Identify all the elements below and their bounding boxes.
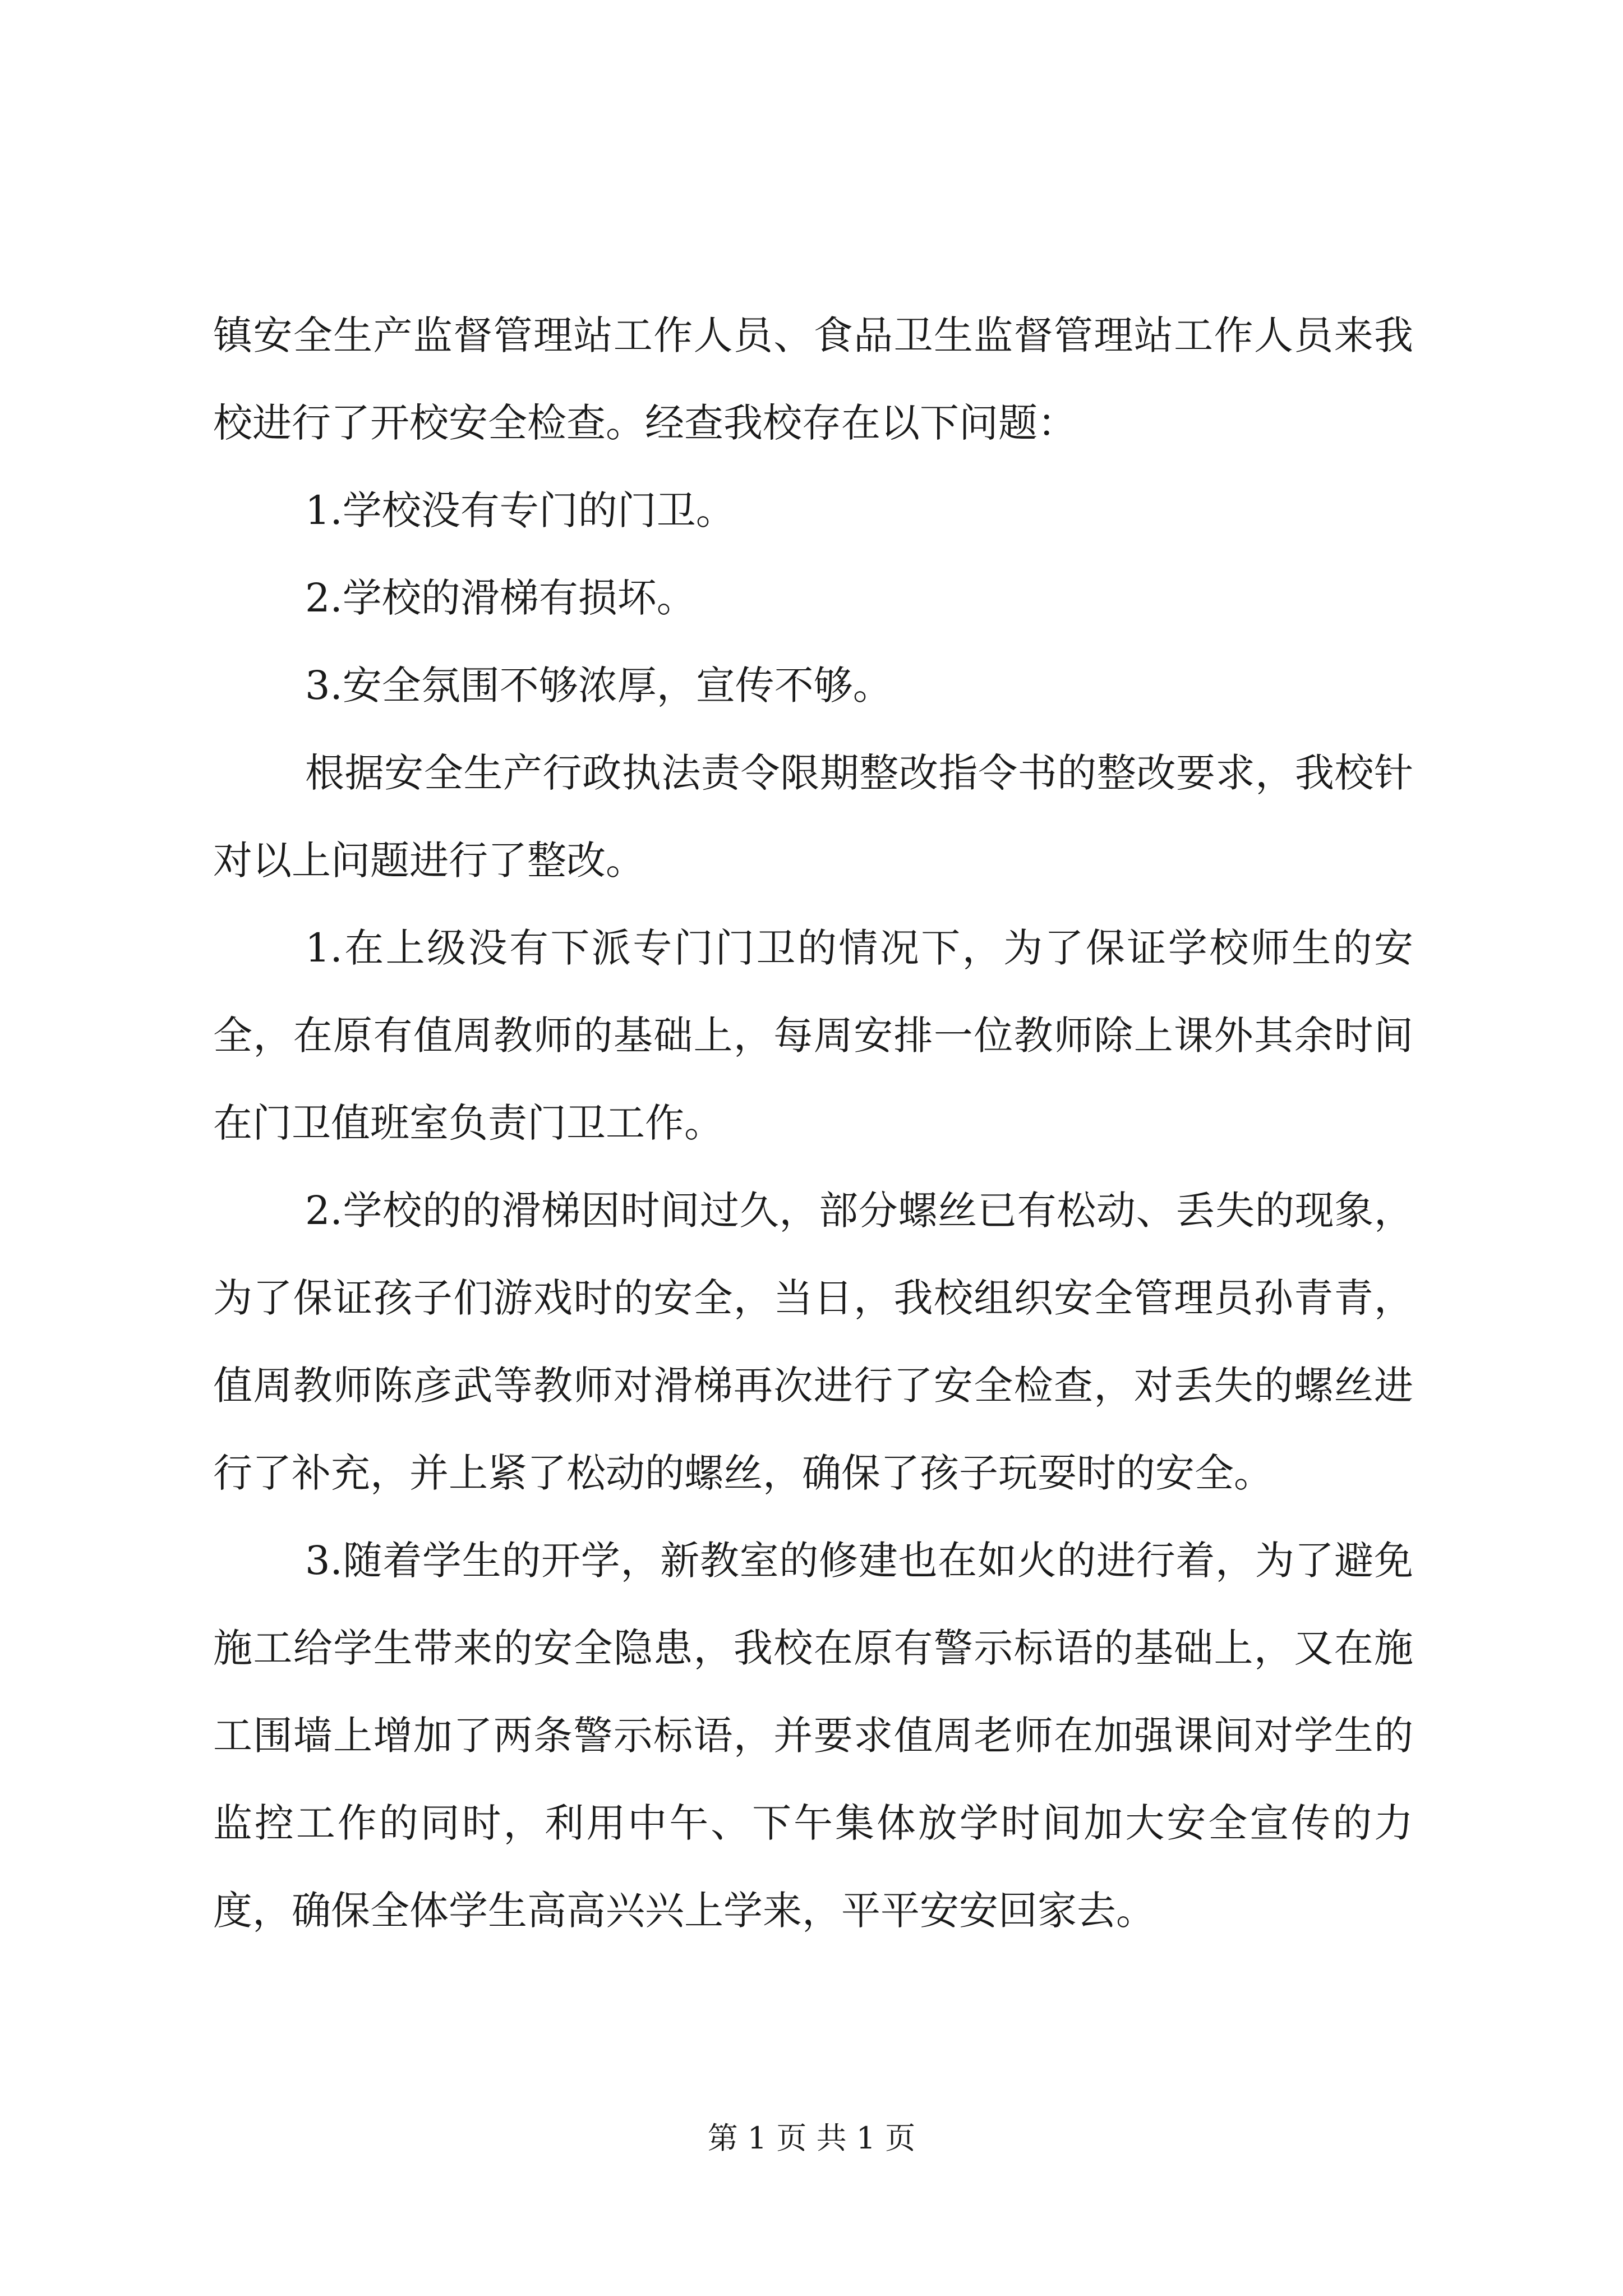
paragraph-intro: 镇安全生产监督管理站工作人员、食品卫生监督管理站工作人员来我校进行了开校安全检查。经查我校存在以下问题：	[213, 312, 1413, 446]
paragraph-issue-2: 2.学校的滑梯有损坏。	[305, 575, 696, 621]
paragraph-fix-1: 1.在上级没有下派专门门卫的情况下，为了保证学校师生的安全，在原有值周教师的基础上，每周安排一位教师除上课外其余时间在门卫值班室负责门卫工作。	[213, 925, 1413, 1146]
paragraph-issue-1: 1.学校没有专门的门卫。	[305, 487, 735, 533]
paragraph-rectification-intro: 根据安全生产行政执法责令限期整改指令书的整改要求，我校针对以上问题进行了整改。	[213, 750, 1413, 884]
document-body	[213, 292, 1413, 1954]
page-footer	[0, 2116, 1623, 2161]
paragraph-fix-3: 3.随着学生的开学，新教室的修建也在如火的进行着，为了避免施工给学生带来的安全隐患，我校在原有警示标语的基础上，又在施工围墙上增加了两条警示标语，并要求值周老师在加强课间对学生的监控工作的同时，利用中午、下午集体放学时间加大安全宣传的力度，确保全体学生高高兴兴上学来，平平安安回家去。	[213, 1538, 1413, 1934]
paragraph-issue-3: 3.安全氛围不够浓厚，宣传不够。	[305, 662, 892, 708]
page-number-label: 第 1 页 共 1 页	[707, 2120, 916, 2156]
paragraph-fix-2: 2.学校的的滑梯因时间过久，部分螺丝已有松动、丢失的现象，为了保证孩子们游戏时的安全，当日，我校组织安全管理员孙青青，值周教师陈彦武等教师对滑梯再次进行了安全检查，对丢失的螺丝进行了补充，并上紧了松动的螺丝，确保了孩子玩耍时的安全。	[213, 1188, 1413, 1496]
